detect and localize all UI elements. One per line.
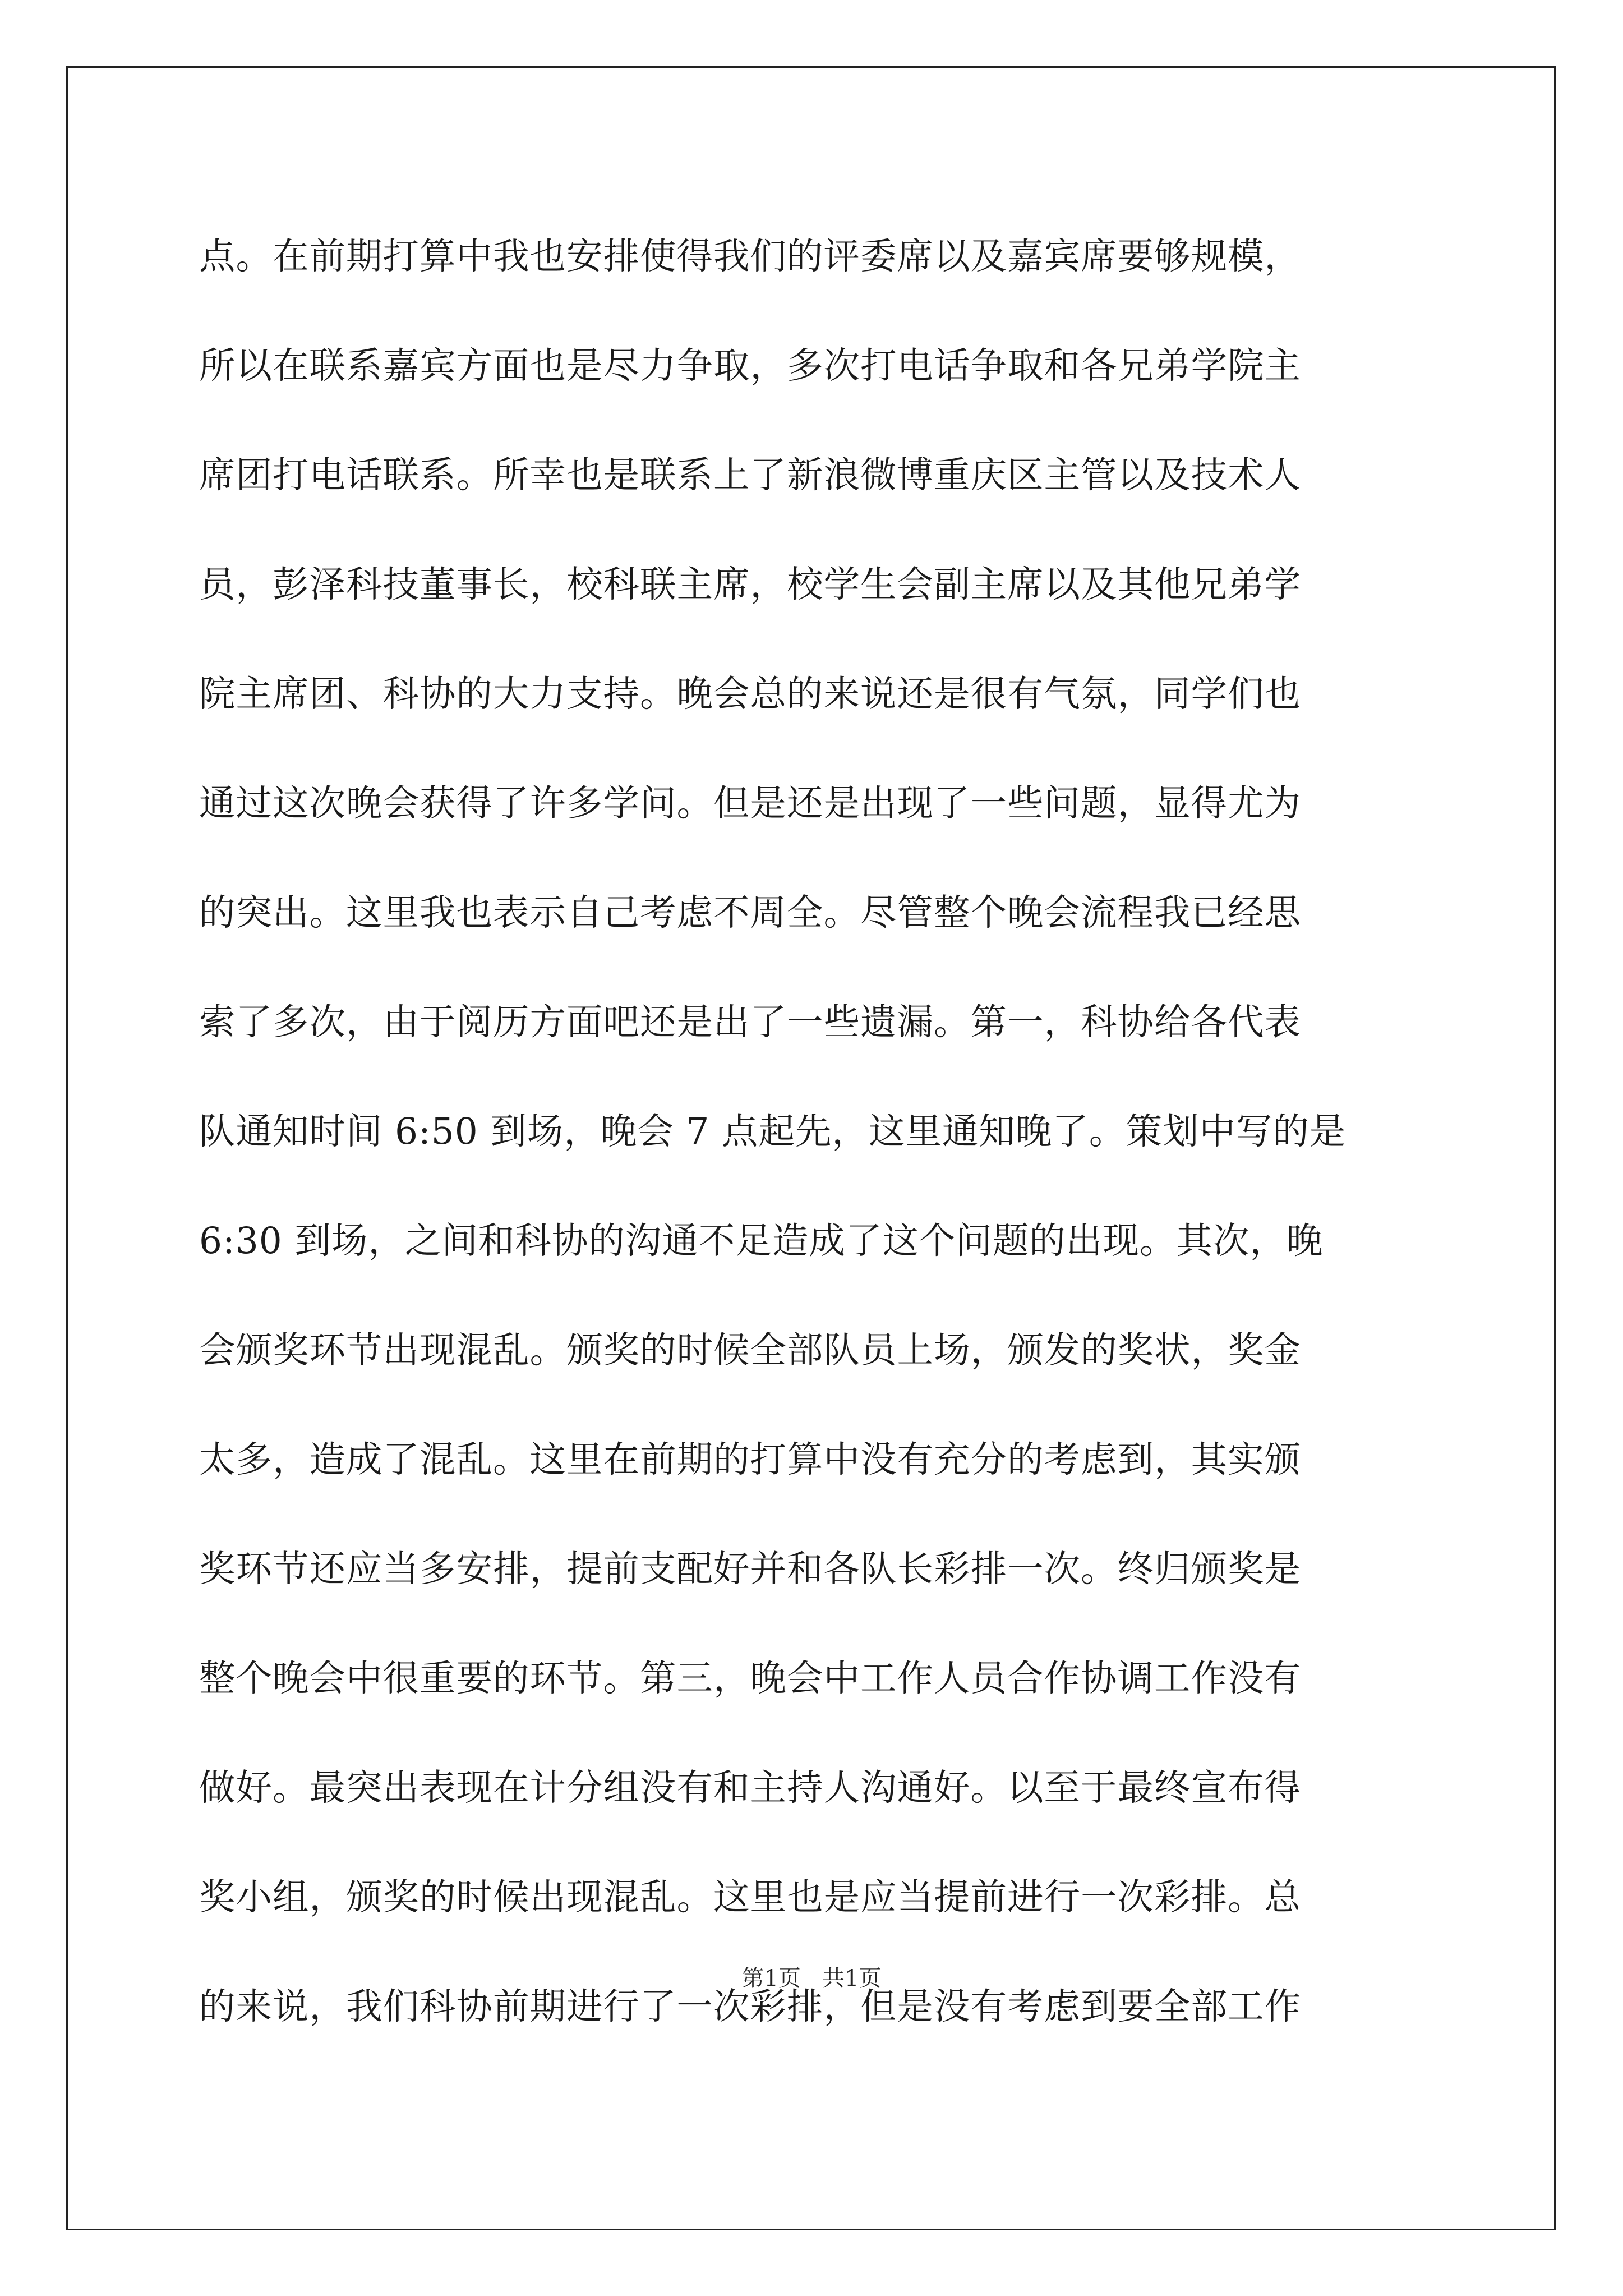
text-line: 席团打电话联系。所幸也是联系上了新浪微博重庆区主管以及技术人 bbox=[199, 454, 1302, 496]
text-line: 点。在前期打算中我也安排使得我们的评委席以及嘉宾席要够规模， bbox=[199, 236, 1302, 278]
text-line: 所以在联系嘉宾方面也是尽力争取，多次打电话争取和各兄弟学院主 bbox=[199, 345, 1302, 387]
text-line: 奖小组，颁奖的时候出现混乱。这里也是应当提前进行一次彩排。总 bbox=[199, 1876, 1302, 1918]
text-line: 员，彭泽科技董事长，校科联主席，校学生会副主席以及其他兄弟学 bbox=[199, 564, 1302, 606]
text-line: 的突出。这里我也表示自己考虑不周全。尽管整个晚会流程我已经思 bbox=[199, 892, 1302, 934]
document-body bbox=[199, 202, 1433, 2062]
text-line: 6:30 到场，之间和科协的沟通不足造成了这个问题的出现。其次，晚 bbox=[199, 1220, 1324, 1262]
text-line: 奖环节还应当多安排，提前支配好并和各队长彩排一次。终归颁奖是 bbox=[199, 1548, 1302, 1590]
text-line: 通过这次晚会获得了许多学问。但是还是出现了一些问题，显得尤为 bbox=[199, 783, 1302, 825]
text-line: 院主席团、科协的大力支持。晚会总的来说还是很有气氛，同学们也 bbox=[199, 673, 1302, 715]
page-number-footer: 第1页 共1页 bbox=[741, 1966, 882, 1991]
text-line: 整个晚会中很重要的环节。第三，晚会中工作人员合作协调工作没有 bbox=[199, 1658, 1302, 1700]
text-line: 太多，造成了混乱。这里在前期的打算中没有充分的考虑到，其实颁 bbox=[199, 1439, 1302, 1481]
text-line: 会颁奖环节出现混乱。颁奖的时候全部队员上场，颁发的奖状，奖金 bbox=[199, 1329, 1302, 1372]
text-line: 队通知时间 6:50 到场，晚会 7 点起先，这里通知晚了。策划中写的是 bbox=[199, 1111, 1347, 1153]
text-line: 做好。最突出表现在计分组没有和主持人沟通好。以至于最终宣布得 bbox=[199, 1767, 1302, 1809]
text-line: 的来说，我们科协前期进行了一次彩排，但是没有考虑到要全部工作 bbox=[199, 1986, 1302, 2028]
text-line: 索了多次，由于阅历方面吧还是出了一些遗漏。第一，科协给各代表 bbox=[199, 1001, 1302, 1043]
